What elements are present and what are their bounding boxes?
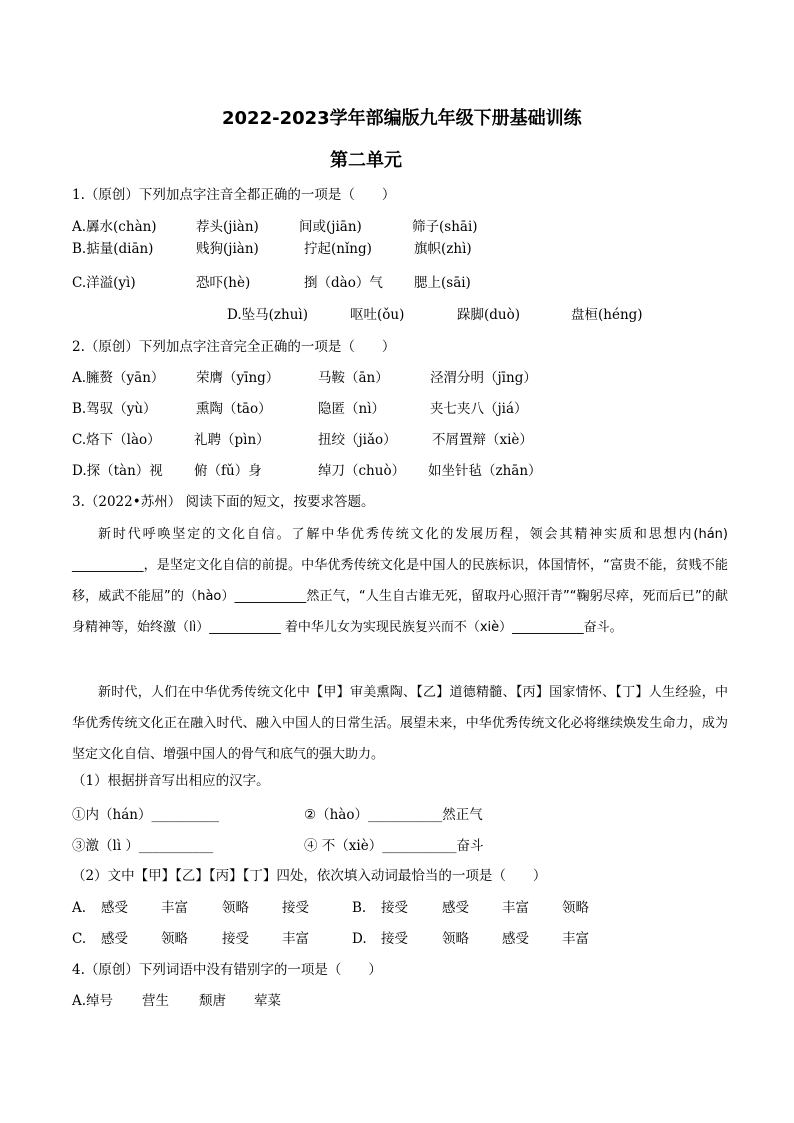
q3-blank-3: ③激（lì ）___________ xyxy=(72,838,214,854)
q2-stem: 2.（原创）下列加点字注音完全正确的一项是（ ） xyxy=(72,339,396,355)
q3-blank-2: ②（hào）___________然正气 xyxy=(304,807,483,823)
q3-sub1-stem: （1）根据拼音写出相应的汉字。 xyxy=(72,773,270,789)
q1-stem: 1.（原创）下列加点字注音全都正确的一项是（ ） xyxy=(72,187,396,203)
q3-sub2-stem: （2）文中【甲】【乙】【丙】【丁】四处，依次填入动词最恰当的一项是（ ） xyxy=(72,868,547,884)
page-title: 2022-2023学年部编版九年级下册基础训练 xyxy=(222,108,582,129)
q4-stem: 4.（原创）下列词语中没有错别字的一项是（ ） xyxy=(72,962,382,978)
q3-blank-1: ①内（hán）__________ xyxy=(72,807,219,823)
q3-stem: 3.（2022•苏州） 阅读下面的短文，按要求答题。 xyxy=(72,494,375,510)
unit-title: 第二单元 xyxy=(330,150,402,171)
q3-blank-4: ④ 不（xiè）___________奋斗 xyxy=(304,838,484,854)
document-page: 2022-2023学年部编版九年级下册基础训练 第二单元 1.（原创）下列加点字注音全都正确的一项是（ ） A.羼水(chàn) 荐头(jiàn) 间或(jiān) 筛子(shāi) B.掂量(diān) 贱狗(jiàn) 拧起(nǐng) 旗帜(zhì) C.洋溢(yì) 恐吓(hè) 捯（dào）气 腮上(sāi) D.坠马(zhuì) 呕吐(ǒu) 跺脚(duò) 盘桓(héng) 2.（原创）下列加点字注音完全正确的一项是（ ） A.臃赘（yān） 荣膺（yīng） 马鞍（ān） 泾渭分明（jīng） B.驾驭（yù） 熏陶（tāo） 隐匿（nì） 夹七夹八（jiá） C.烙下（lào） 礼聘（pìn） 扭绞（jiǎo） 不屑置辩（xiè） D.探（tàn）视 俯（fǔ）身 绰刀（chuò） 如坐针毡（zhān） 3.（2022•苏州） 阅读下面的短文，按要求答题。 新时代呼唤坚定的文化自信。了解中华优秀传统文化的发展历程，领会其精神实质和思想内(hán) ___________，是坚定文化自信的前提。中华优秀传统文化是中国人的民族标识，体国情怀，“富贵不能，贫贱不能移，威武不能屈”的（hào）___________然正气，“人生自古谁无死，留取丹心照汗青”“鞠躬尽瘁，死而后已”的献身精神等，始终激（lì）___________ 着中华儿女为实现民族复兴而不（xiè）___________奋斗。 新时代，人们在中华优秀传统文化中【甲】审美熏陶、【乙】道德精髓、【丙】国家情怀、【丁】人生经验，中华优秀传统文化正在融入时代、融入中国人的日常生活。展望未来，中华优秀传统文化必将继续焕发生命力，成为坚定文化自信、增强中国人的骨气和底气的强大助力。 （1）根据拼音写出相应的汉字。 ①内（hán）__________ ②（hào）___________然正气 ③激（lì ）___________ ④ 不（xiè）___________奋斗 （2）文中【甲】【乙】【丙】【丁】四处，依次填入动词最恰当的一项是（ ） A. 感受 丰富 领略 接受 B. 接受 感受 丰富 领略 C. 感受 领略 接受 丰富 D. 接受 领略 感受 丰富 4.（原创）下列词语中没有错别字的一项是（ ） A.绰号 营生 颓唐 荤菜 xyxy=(0,0,794,1123)
q3-passage-paragraph-2: 新时代，人们在中华优秀传统文化中【甲】审美熏陶、【乙】道德精髓、【丙】国家情怀、【丁】人生经验，中华优秀传统文化正在融入时代、融入中国人的日常生活。展望未来，中华优秀传统文化必将继续焕发生命力，成为坚定文化自信、增强中国人的骨气和底气的强大助力。 xyxy=(72,685,728,762)
q3-passage-paragraph-1: 新时代呼唤坚定的文化自信。了解中华优秀传统文化的发展历程，领会其精神实质和思想内(hán) ___________，是坚定文化自信的前提。中华优秀传统文化是中国人的民族标识，体国情怀，“富贵不能，贫贱不能移，威武不能屈”的（hào）___________然正气，“人生自古谁无死，留取丹心照汗青”“鞠躬尽瘁，死而后已”的献身精神等，始终激（lì）___________ 着中华儿女为实现民族复兴而不（xiè）___________奋斗。 xyxy=(72,527,728,635)
